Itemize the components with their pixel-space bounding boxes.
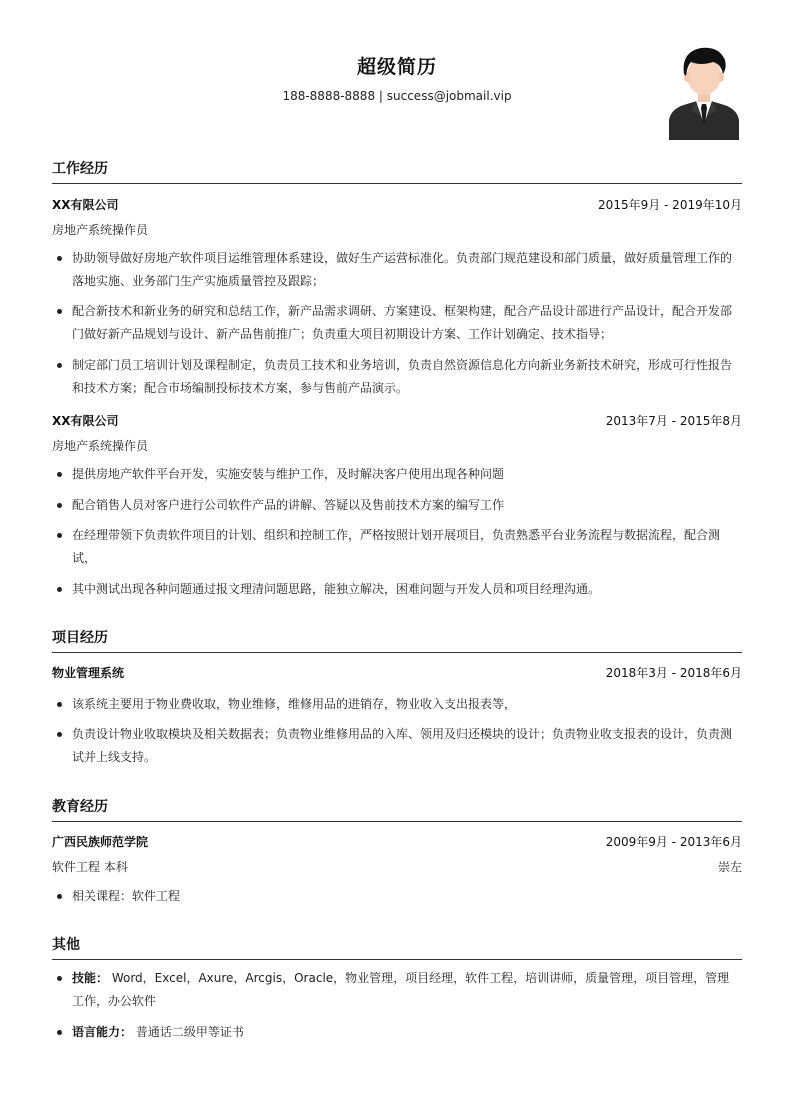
job-role: 房地产系统操作员 [52, 223, 149, 237]
list-item: 其中测试出现各种问题通过报文理清问题思路，能独立解决，困难问题与开发人员和项目经理沟通。 [72, 578, 734, 601]
languages-label: 语言能力： [72, 1025, 133, 1039]
section-title-education: 教育经历 [52, 799, 108, 815]
list-item-skills [72, 967, 734, 1013]
section-divider [52, 821, 742, 822]
section-divider [52, 652, 742, 653]
list-item: 负责设计物业收取模块及相关数据表；负责物业维修用品的入库、领用及归还模块的设计；负责物业收支报表的设计，负责测试并上线支持。 [72, 723, 734, 769]
list-item: 提供房地产软件平台开发，实施安装与维护工作，及时解决客户使用出现各种问题 [72, 463, 734, 486]
list-item: 配合新技术和新业务的研究和总结工作，新产品需求调研、方案建设、框架构建，配合产品设计部进行产品设计，配合开发部门做好新产品规划与设计、新产品售前推广；负责重大项目初期设计方案、工作计划确定、技术指导； [72, 300, 734, 346]
work-entry-header [52, 412, 742, 430]
list-item: 协助领导做好房地产软件项目运维管理体系建设，做好生产运营标准化。负责部门规范建设和部门质量，做好质量管理工作的落地实施、业务部门生产实施质量管控及跟踪； [72, 247, 734, 293]
project-entry-header [52, 664, 742, 682]
candidate-name: 超级简历 [356, 56, 437, 78]
school-location: 崇左 [717, 860, 742, 874]
company-name: XX有限公司 [52, 198, 119, 212]
work-entry-header [52, 196, 742, 214]
contact-info: 188-8888-8888 | success@jobmail.vip [282, 89, 512, 103]
section-divider [52, 183, 742, 184]
skills-text: Word，Excel，Axure，Arcgis，Oracle，物业管理，项目经理，软件工程，培训讲师，质量管理，项目管理，管理工作，办公软件 [72, 971, 730, 1008]
education-entry-header [52, 833, 742, 851]
degree-major: 软件工程 本科 [52, 860, 128, 874]
list-item-languages [72, 1021, 734, 1044]
list-item: 相关课程：软件工程 [72, 885, 734, 908]
project-name: 物业管理系统 [52, 666, 125, 680]
languages-text: 普通话二级甲等证书 [132, 1025, 244, 1039]
job-role: 房地产系统操作员 [52, 439, 149, 453]
date-range: 2015年9月 - 2019年10月 [598, 198, 742, 212]
section-title-work: 工作经历 [52, 161, 108, 177]
list-item: 在经理带领下负责软件项目的计划、组织和控制工作，严格按照计划开展项目，负责熟悉平台业务流程与数据流程，配合测试， [72, 524, 734, 570]
date-range: 2013年7月 - 2015年8月 [605, 414, 742, 428]
avatar [667, 44, 741, 140]
skills-label: 技能： [72, 971, 109, 985]
list-item: 制定部门员工培训计划及课程制定，负责员工技术和业务培训，负责自然资源信息化方向新业务新技术研究，形成可行性报告和技术方案；配合市场编制投标技术方案，参与售前产品演示。 [72, 354, 734, 400]
section-title-other: 其他 [52, 937, 80, 953]
school-name: 广西民族师范学院 [52, 835, 149, 849]
list-item: 该系统主要用于物业费收取，物业维修，维修用品的进销存，物业收入支出报表等， [72, 693, 734, 716]
company-name: XX有限公司 [52, 414, 119, 428]
section-divider [52, 959, 742, 960]
date-range: 2009年9月 - 2013年6月 [605, 835, 742, 849]
date-range: 2018年3月 - 2018年6月 [605, 666, 742, 680]
section-title-projects: 项目经历 [52, 630, 108, 646]
resume-header [0, 0, 794, 150]
list-item: 配合销售人员对客户进行公司软件产品的讲解、答疑以及售前技术方案的编写工作 [72, 494, 734, 517]
